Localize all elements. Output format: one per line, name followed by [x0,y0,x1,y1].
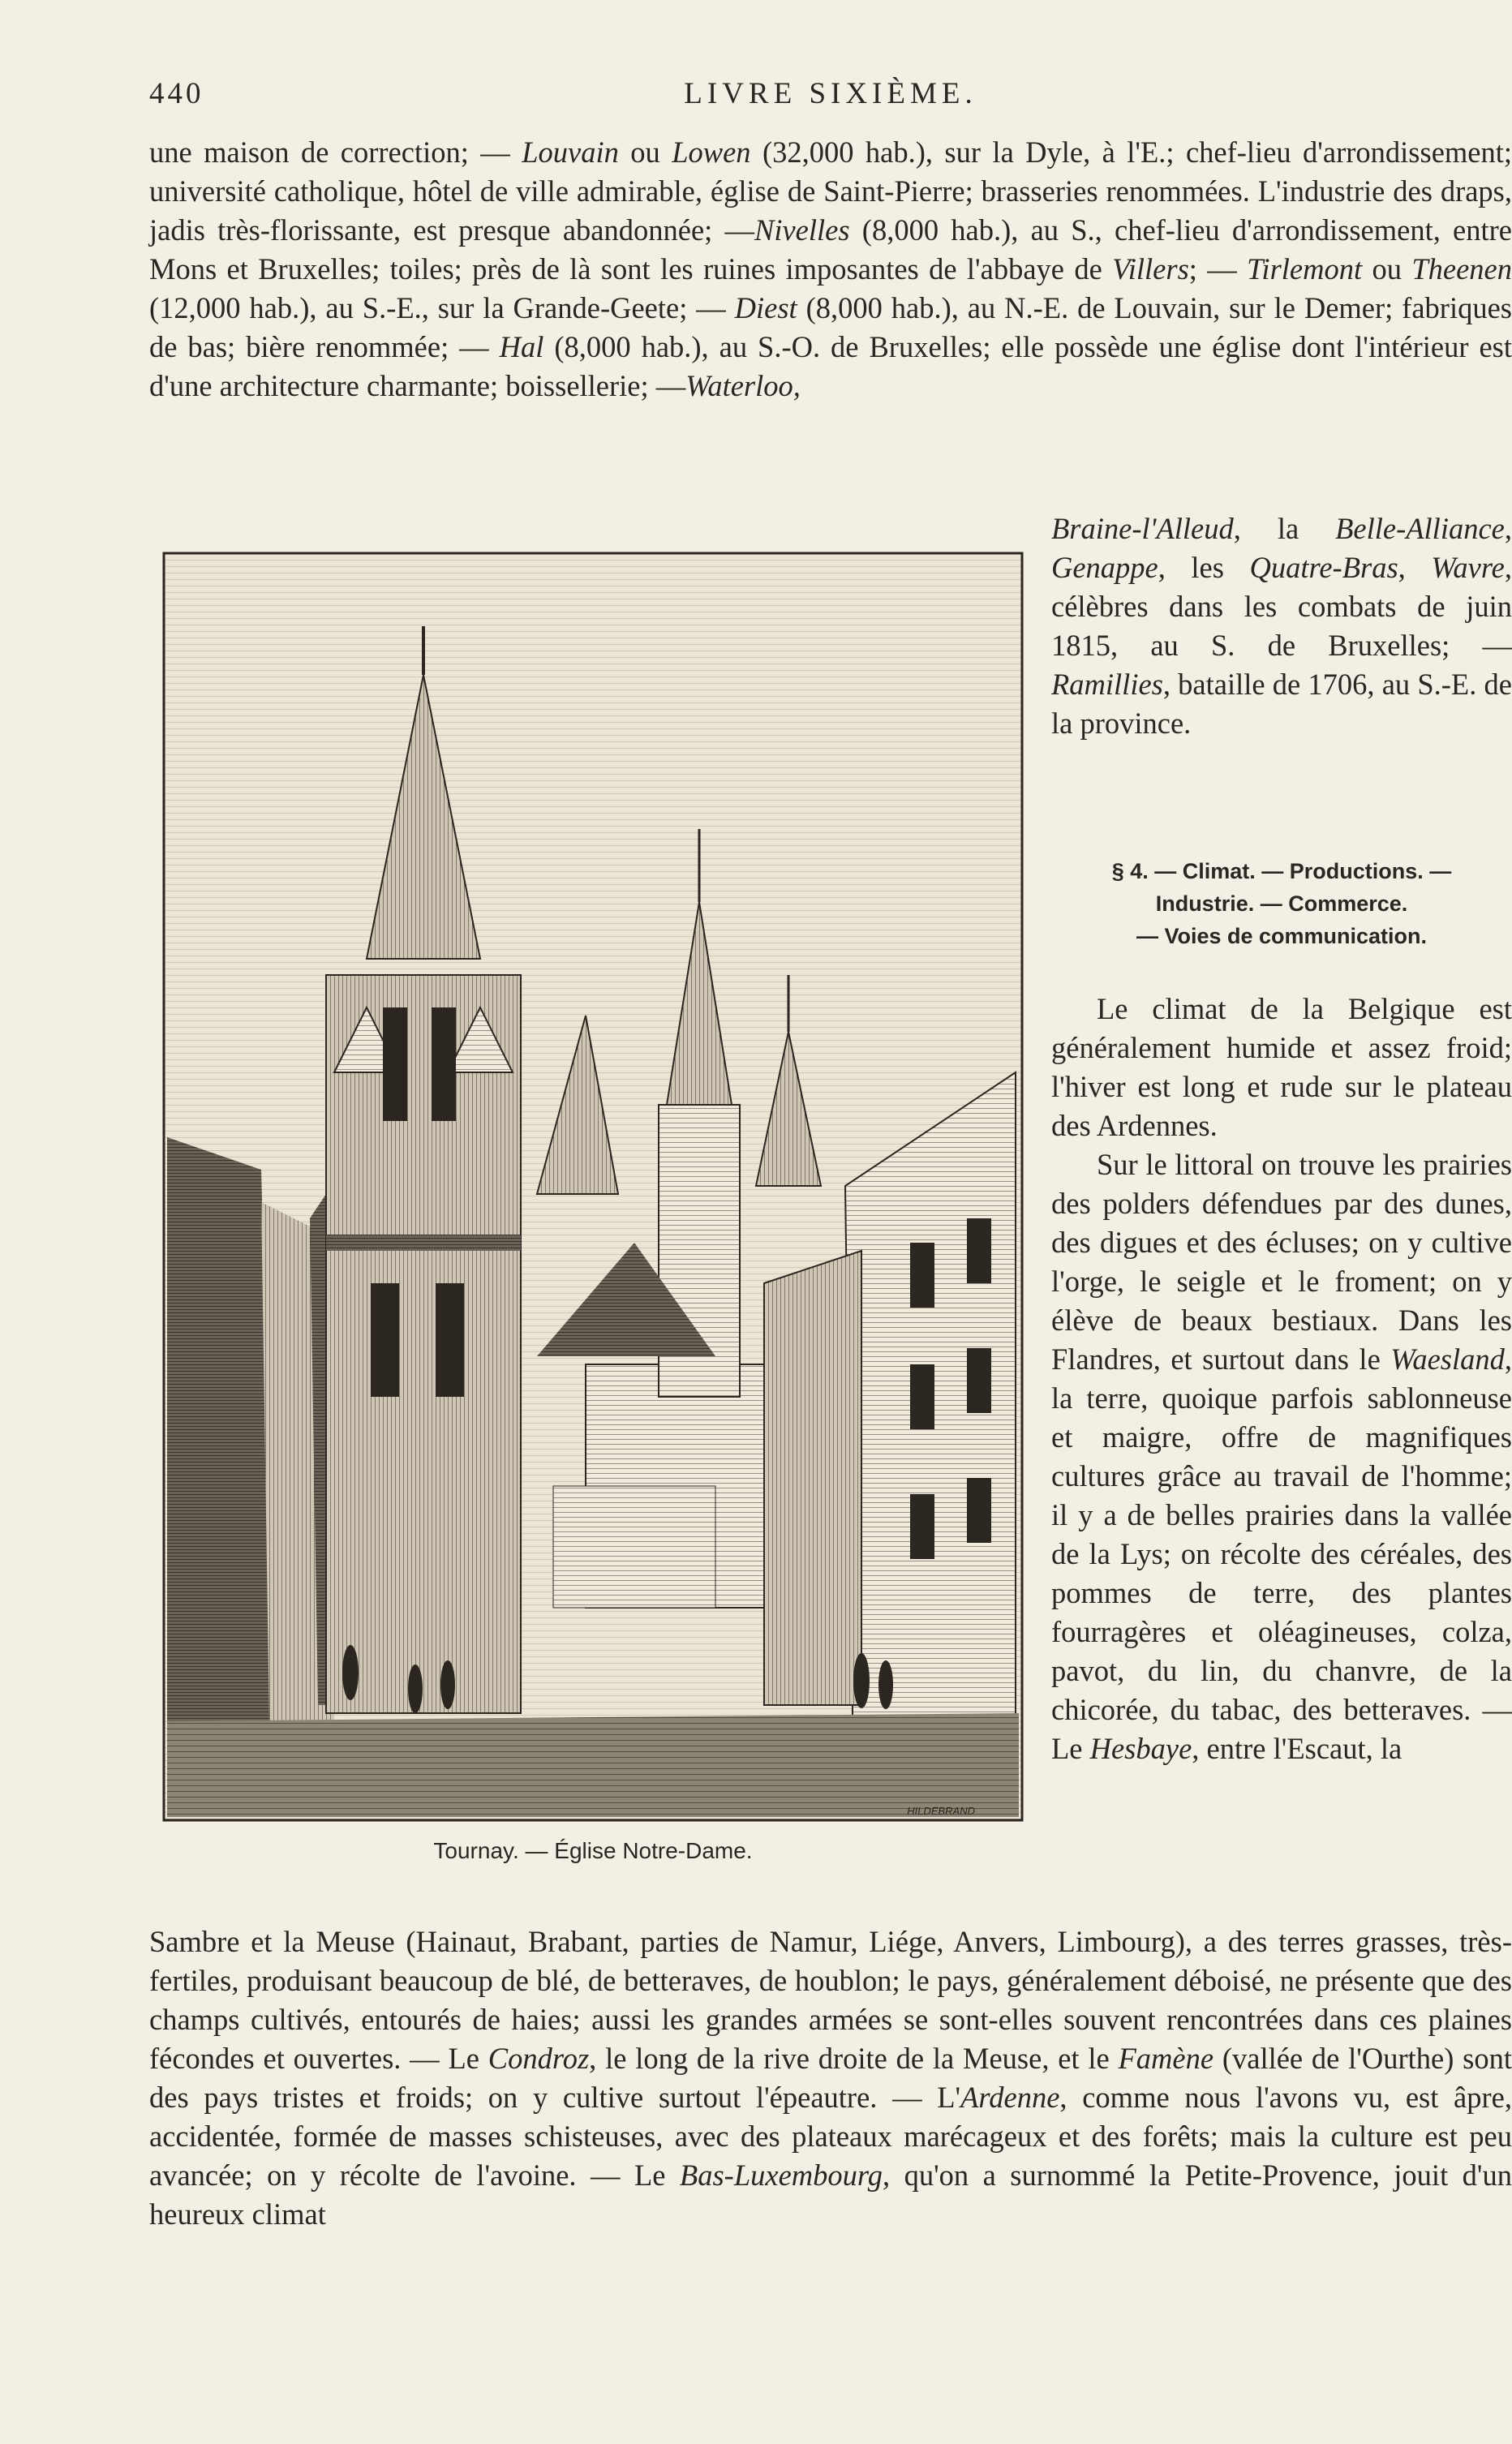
section-heading-line: — Voies de communication. [1136,924,1428,948]
place-name: Famène [1118,2042,1214,2075]
text-run: (32,000 hab.), sur la Dyle, à l'E.; chef-lieu d'arrondissement; université catholique, hôtel de ville admirable, église de Saint-Pierre; brasseries renommées. L'industrie des draps, jadis très-florissante, est presque abandonnée; — [149,135,1512,247]
page-number: 440 [149,77,204,110]
place-name: Wavre [1431,551,1505,584]
place-name: Diest [734,291,797,324]
place-name: Waesland [1390,1342,1505,1376]
text-run: , la terre, quoique parfois sablonneuse et maigre, offre de magnifiques cultures grâce au travail de l'homme; il y a de belles prairies dans la vallée de la Lys; on récolte des céréales, des pommes de terre, des plantes fourragères et oléagineuses, colza, pavot, du lin, du chanvre, de la chicorée, du tabac, des betteraves. — Le [1051,1342,1512,1765]
section-heading-line: Industrie. — Commerce. [1155,891,1408,916]
text-run: une maison de correction; — [149,135,522,169]
place-name: Waterloo, [685,369,801,402]
place-name: Lowen [672,135,751,169]
tournai-cathedral-engraving [164,553,1022,1827]
right-column-climate [1051,990,1512,1768]
place-name: Hal [499,330,544,363]
place-name: Genappe [1051,551,1158,584]
place-name: Condroz [488,2042,590,2075]
text-run: (vallée de l'Ourthe) sont des pays tristes et froids; on y cultive surtout l'épeautre. — L' [149,2042,1512,2114]
section-heading [1051,855,1512,952]
text-run: , entre l'Escaut, la [1192,1732,1402,1765]
place-name: Villers [1112,252,1189,286]
left-houses [167,1137,342,1770]
place-name: Hesbaye [1089,1732,1192,1765]
place-name: Tirlemont [1247,252,1363,286]
place-name: Belle-Alliance [1335,512,1505,545]
figure-caption: Tournay. — Église Notre-Dame. [433,1838,753,1863]
text-run: (12,000 hab.), au S.-E., sur la Grande-Geete; — [149,291,735,324]
text-run: , bataille de 1706, au S.-E. de la province. [1051,668,1512,740]
text-run: , comme nous l'avons vu, est âpre, accidentée, formée de masses schisteuses, avec des plateaux marécageux et des forêts; mais la culture est peu avancée; on y récolte de l'avoine. — Le [149,2081,1512,2192]
text-run: , [1398,551,1432,584]
text-run: ou [1362,252,1412,286]
right-column-continuation [1051,509,1512,743]
bottom-paragraph [149,1922,1512,2234]
text-run: (8,000 hab.), au N.-E. de Louvain, sur le Demer; fabriques de bas; bière renommée; — [149,291,1512,363]
text-run: , la [1233,512,1336,545]
section-heading-line: § 4. — Climat. — Productions. — [1111,859,1452,883]
paragraph: Le climat de la Belgique est généralement humide et assez froid; l'hiver est long et rude sur le plateau des Ardennes. [1051,992,1512,1142]
text-run: ou [618,135,672,169]
book-page [149,65,1512,2385]
text-run: , célèbres dans les combats de juin 1815, au S. de Bruxelles; — [1051,551,1512,662]
place-name: Theenen [1411,252,1512,286]
text-run: , [1504,512,1512,545]
text-run: (8,000 hab.), au S.-O. de Bruxelles; elle possède une église dont l'intérieur est d'une architecture charmante; boissellerie; — [149,330,1512,402]
text-run: , le long de la rive droite de la Meuse, et le [589,2042,1119,2075]
engraver-signature: HILDEBRAND [907,1805,975,1817]
engraving-figure [164,553,1022,1863]
place-name: Nivelles [754,213,850,247]
paragraph [1051,1145,1512,1768]
page-header [149,76,1512,125]
text-run: (8,000 hab.), au S., chef-lieu d'arrondissement, entre Mons et Bruxelles; toiles; près de là sont les ruines imposantes de l'abbaye de [149,213,1512,286]
text-run: Sur le littoral on trouve les prairies des polders défendues par des dunes, des digues et des écluses; on y cultive l'orge, le seigle et le froment; on y élève de beaux bestiaux. Dans les Flandres, et surtout dans le [1051,1148,1512,1376]
text-run: , les [1158,551,1250,584]
place-name: Louvain [522,135,619,169]
text-run: Sambre et la Meuse (Hainaut, Brabant, parties de Namur, Liége, Anvers, Limbourg), a des terres grasses, très-fertiles, produisant beaucoup de blé, de betteraves, de houblon; le pays, généralement déboisé, ne présente que des champs cultivés, entourés de haies; aussi les grandes armées se sont-elles souvent rencontrées dans ces plaines fécondes et ouvertes. — Le [149,1925,1512,2075]
place-name: Bas-Luxembourg [679,2158,883,2192]
running-head: LIVRE SIXIÈME. [684,77,977,110]
place-name: Ramillies [1051,668,1163,701]
place-name: Ardenne [960,2081,1060,2114]
place-name: Braine-l'Alleud [1051,512,1234,545]
top-paragraph [149,133,1512,406]
text-run: , qu'on a surnommé la Petite-Provence, jouit d'un heureux climat [149,2158,1512,2231]
text-run: ; — [1188,252,1248,286]
place-name: Quatre-Bras [1249,551,1398,584]
